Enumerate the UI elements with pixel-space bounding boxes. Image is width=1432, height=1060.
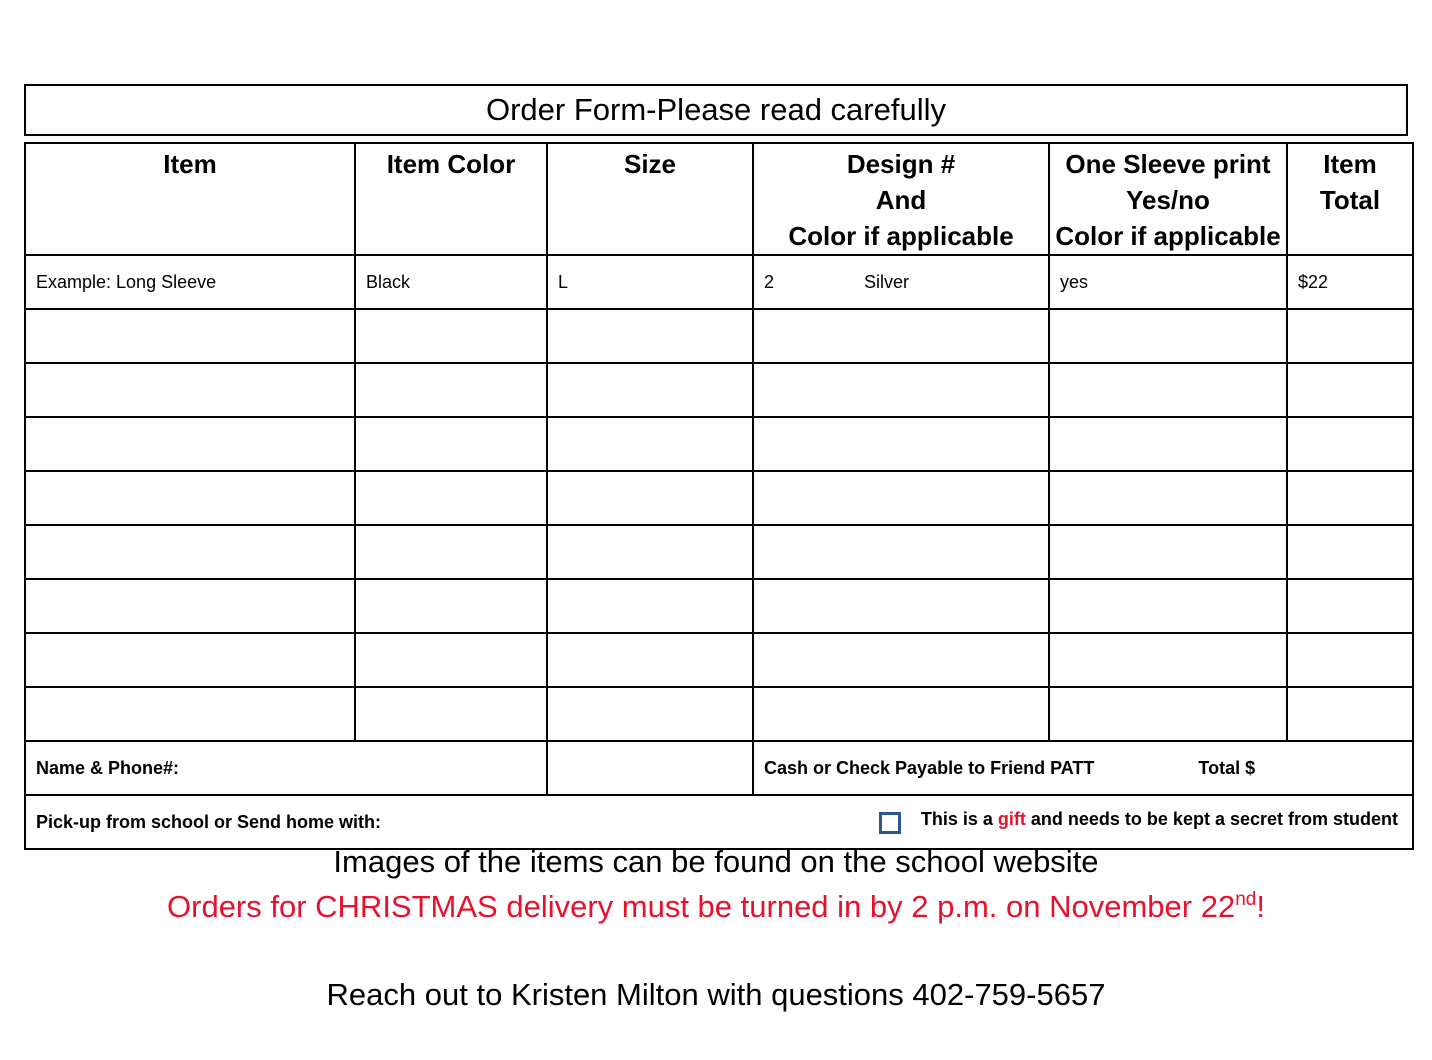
order-cell-total[interactable] xyxy=(1287,417,1413,471)
order-cell-sleeve[interactable] xyxy=(1049,579,1287,633)
images-note: Images of the items can be found on the school website xyxy=(333,844,1099,879)
gift-label: This is a gift and needs to be kept a secret from student xyxy=(920,808,1398,829)
example-item: Example: Long Sleeve xyxy=(25,255,355,309)
order-cell-size[interactable] xyxy=(547,687,753,741)
example-total: $22 xyxy=(1287,255,1413,309)
order-cell-design[interactable] xyxy=(753,525,1049,579)
order-cell-color[interactable] xyxy=(355,309,547,363)
total-label: Total $ xyxy=(1198,757,1256,778)
order-cell-item[interactable] xyxy=(25,471,355,525)
order-cell-size[interactable] xyxy=(547,309,753,363)
example-design-color: Silver xyxy=(864,271,910,292)
order-cell-design[interactable] xyxy=(753,687,1049,741)
deadline-ordinal: nd xyxy=(1235,889,1257,910)
order-cell-color[interactable] xyxy=(355,579,547,633)
header-sleeve-print: One Sleeve print Yes/no Color if applicable xyxy=(1049,143,1287,255)
pickup-row xyxy=(25,795,1413,849)
order-cell-item[interactable] xyxy=(25,417,355,471)
order-cell-size[interactable] xyxy=(547,471,753,525)
form-title: Order Form-Please read carefully xyxy=(24,84,1408,136)
header-item-color: Item Color xyxy=(355,143,547,255)
header-item-total: Item Total xyxy=(1287,143,1413,255)
order-cell-item[interactable] xyxy=(25,309,355,363)
order-cell-color[interactable] xyxy=(355,687,547,741)
order-row xyxy=(25,687,1413,741)
order-cell-sleeve[interactable] xyxy=(1049,363,1287,417)
example-color: Black xyxy=(355,255,547,309)
order-cell-item[interactable] xyxy=(25,363,355,417)
order-row xyxy=(25,471,1413,525)
order-cell-design[interactable] xyxy=(753,309,1049,363)
order-cell-item[interactable] xyxy=(25,579,355,633)
order-cell-total[interactable] xyxy=(1287,471,1413,525)
example-size: L xyxy=(547,255,753,309)
order-cell-color[interactable] xyxy=(355,633,547,687)
order-cell-color[interactable] xyxy=(355,417,547,471)
order-row xyxy=(25,633,1413,687)
order-cell-color[interactable] xyxy=(355,525,547,579)
order-cell-total[interactable] xyxy=(1287,525,1413,579)
order-cell-design[interactable] xyxy=(753,579,1049,633)
header-item: Item xyxy=(25,143,355,255)
order-cell-color[interactable] xyxy=(355,363,547,417)
order-cell-size[interactable] xyxy=(547,525,753,579)
payment-total-field[interactable] xyxy=(753,741,1413,795)
order-cell-design[interactable] xyxy=(753,363,1049,417)
name-phone-field[interactable] xyxy=(25,741,547,795)
order-row xyxy=(25,525,1413,579)
order-cell-total[interactable] xyxy=(1287,633,1413,687)
order-cell-total[interactable] xyxy=(1287,687,1413,741)
gift-word: gift xyxy=(997,808,1026,829)
order-cell-color[interactable] xyxy=(355,471,547,525)
order-cell-sleeve[interactable] xyxy=(1049,687,1287,741)
example-row xyxy=(25,255,1413,309)
header-size: Size xyxy=(547,143,753,255)
order-cell-size[interactable] xyxy=(547,579,753,633)
order-cell-total[interactable] xyxy=(1287,309,1413,363)
order-cell-sleeve[interactable] xyxy=(1049,417,1287,471)
order-row xyxy=(25,309,1413,363)
gift-checkbox[interactable] xyxy=(879,812,901,834)
name-phone-label: Name & Phone#: xyxy=(36,757,180,778)
header-row xyxy=(25,143,1413,255)
order-cell-sleeve[interactable] xyxy=(1049,309,1287,363)
order-row xyxy=(25,363,1413,417)
example-design-number: 2 xyxy=(764,271,775,292)
deadline-note: Orders for CHRISTMAS delivery must be turned in by 2 p.m. on November 22nd! xyxy=(167,889,1265,924)
order-cell-design[interactable] xyxy=(753,417,1049,471)
contact-note: Reach out to Kristen Milton with questions 402-759-5657 xyxy=(326,977,1106,1012)
order-cell-total[interactable] xyxy=(1287,579,1413,633)
order-cell-size[interactable] xyxy=(547,417,753,471)
order-cell-sleeve[interactable] xyxy=(1049,633,1287,687)
order-cell-size[interactable] xyxy=(547,363,753,417)
order-cell-item[interactable] xyxy=(25,687,355,741)
order-cell-sleeve[interactable] xyxy=(1049,471,1287,525)
order-cell-design[interactable] xyxy=(753,471,1049,525)
order-cell-item[interactable] xyxy=(25,633,355,687)
order-cell-item[interactable] xyxy=(25,525,355,579)
header-design: Design # And Color if applicable xyxy=(753,143,1049,255)
order-cell-size[interactable] xyxy=(547,633,753,687)
example-design xyxy=(753,255,1049,309)
order-cell-total[interactable] xyxy=(1287,363,1413,417)
order-row xyxy=(25,579,1413,633)
name-payment-row xyxy=(25,741,1413,795)
order-table xyxy=(24,142,1414,850)
payment-label: Cash or Check Payable to Friend PATT xyxy=(764,757,1095,778)
example-sleeve: yes xyxy=(1049,255,1287,309)
order-cell-design[interactable] xyxy=(753,633,1049,687)
pickup-field[interactable] xyxy=(25,795,1413,849)
pickup-label: Pick-up from school or Send home with: xyxy=(36,811,382,832)
order-cell-sleeve[interactable] xyxy=(1049,525,1287,579)
order-row xyxy=(25,417,1413,471)
blank-footer-cell[interactable] xyxy=(547,741,753,795)
